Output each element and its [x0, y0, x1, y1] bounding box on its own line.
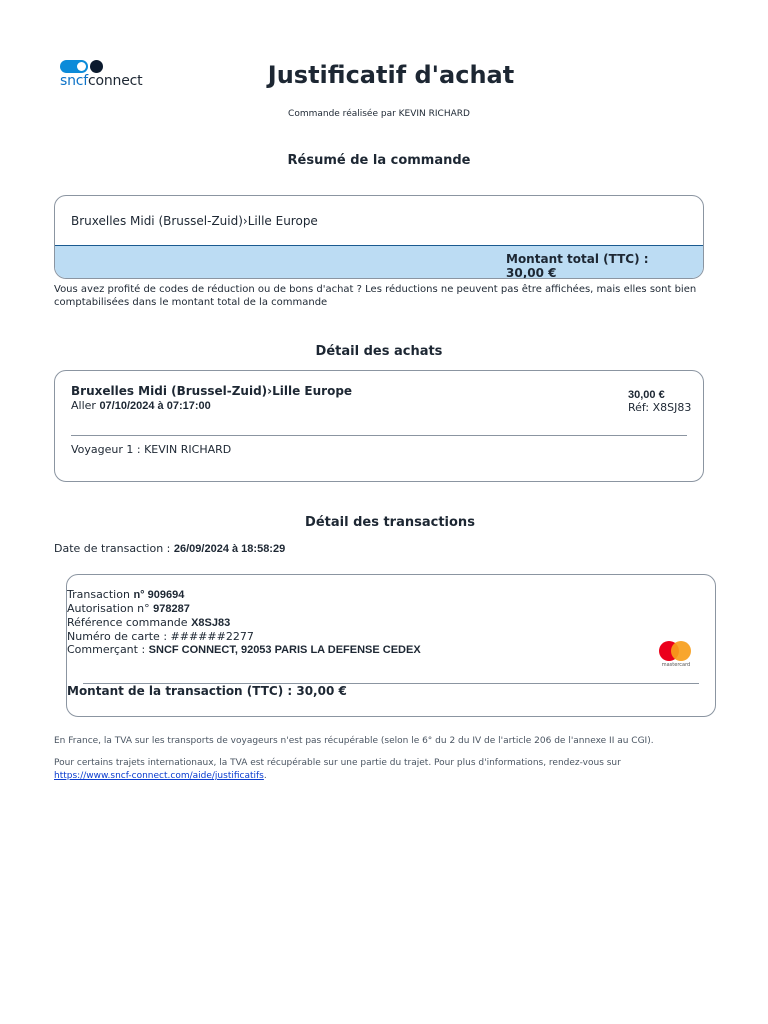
order-reference: Référence commande X8SJ83 [67, 616, 231, 629]
vat-note: En France, la TVA sur les transports de voyageurs n'est pas récupérable (selon le 6° du 2 du IV de l'article 206 de l'annexe II au CGI). [54, 736, 654, 746]
traveller: Voyageur 1 : KEVIN RICHARD [71, 443, 232, 456]
divider [71, 435, 687, 436]
discount-notice: Vous avez profité de codes de réduction ou de bons d'achat ? Les réductions ne peuvent pas être affichées, mais elles sont bien comptabilisées dans le montant total de la commande [54, 284, 697, 308]
transaction-date: Date de transaction : 26/09/2024 à 18:58:29 [54, 542, 286, 555]
page-title: Justificatif d'achat [267, 61, 515, 89]
arrow-icon: › [242, 214, 248, 228]
mastercard-icon: mastercard [657, 641, 697, 671]
authorisation-number: Autorisation n° 978287 [67, 602, 190, 615]
purchase-card [54, 370, 704, 482]
order-summary-card [54, 195, 704, 279]
transaction-card [66, 574, 716, 717]
total-band [55, 245, 703, 278]
purchase-route: Bruxelles Midi (Brussel-Zuid)›Lille Europe [71, 384, 353, 398]
card-number: Numéro de carte : ######2277 [67, 630, 254, 643]
summary-heading: Résumé de la commande [287, 153, 471, 168]
transaction-number: Transaction n° 909694 [67, 588, 185, 601]
purchase-heading: Détail des achats [315, 344, 443, 359]
arrow-icon: › [267, 384, 273, 398]
total-amount: Montant total (TTC) : 30,00 € [506, 252, 649, 279]
ordered-by: Commande réalisée par KEVIN RICHARD [288, 109, 470, 119]
purchase-price: 30,00 € [628, 389, 665, 401]
transaction-lines [67, 588, 421, 657]
help-link[interactable]: https://www.sncf-connect.com/aide/justificatifs [54, 771, 264, 781]
merchant: Commerçant : SNCF CONNECT, 92053 PARIS LA DEFENSE CEDEX [67, 643, 421, 656]
summary-route: Bruxelles Midi (Brussel-Zuid)›Lille Europe [71, 214, 318, 228]
international-note: Pour certains trajets internationaux, la TVA est récupérable sur une partie du trajet. Pour plus d'informations, rendez-vous sur https://www.sncf-connect.com/aide/justificatifs. [54, 758, 621, 781]
transaction-amount: Montant de la transaction (TTC) : 30,00 € [67, 684, 347, 698]
purchase-ref: Réf: X8SJ83 [628, 401, 692, 414]
departure: Aller 07/10/2024 à 07:17:00 [71, 399, 211, 412]
transactions-heading: Détail des transactions [305, 515, 475, 530]
logo-wordmark: sncfconnect [60, 73, 143, 89]
